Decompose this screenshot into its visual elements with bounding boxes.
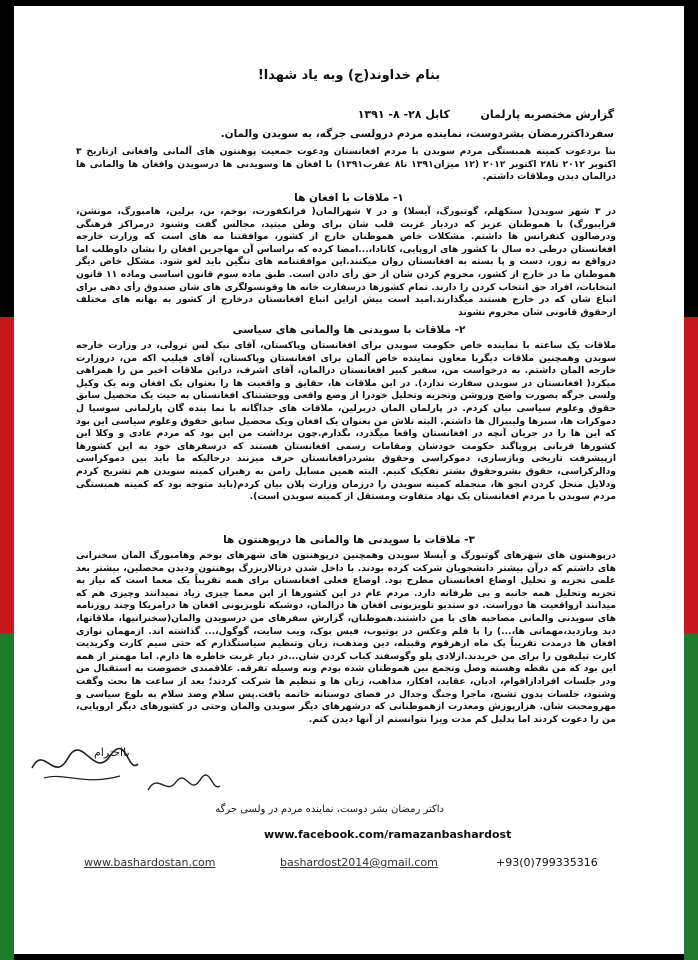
- facebook-link[interactable]: www.facebook.com/ramazanbashardost: [264, 828, 512, 841]
- signature-name: داکتر رمضان بشر دوست، نماینده مردم در ولسی جرگه: [215, 804, 444, 815]
- email-link[interactable]: bashardost2014@gmail.com: [280, 856, 438, 869]
- phone-number: +93(0)799335316: [496, 856, 598, 869]
- closing-text: بااحترام: [94, 746, 130, 759]
- signature-mark-left: [24, 734, 144, 794]
- intro-paragraph: بنا بردعوت کمیته همبستگی مردم سویدن با مردم افغانستان ودعوت جمعیت پوهنتون های آلمانی وافغانی ازتاریخ ۳ اکتوبر ۲۰۱۲ تا۲۸ اکتوبر ۲۰۱۲ (۱۲ میزان۱۳۹۱ تا۸ عقرب۱۳۹۱) با افغان ها وسویدنی ها درسویدن وافغان ها والمانی ها درالمان دیدن وملاقات داشتم.: [76, 146, 616, 183]
- letter-page: [14, 6, 684, 954]
- report-subtitle: سفرداکتررمضان بشردوست، نماینده مردم درولسی جرگه، به سویدن والمان.: [220, 128, 614, 140]
- report-title: گزارش مختصربه پارلمان: [480, 108, 614, 121]
- section-1-heading: ۱- ملاقات با افغان ها: [294, 192, 404, 204]
- website-link[interactable]: www.bashardostan.com: [84, 856, 216, 869]
- document-title: بنام خداوند(ج) وبه یاد شهدا!: [257, 68, 441, 83]
- report-header-row: [54, 108, 614, 121]
- section-3-text: درپوهنتون های شهرهای گوتبورگ و آیسلا سویدن وهمچنین درپوهنتون های شهرهای بوخم وهامبورگ المان سخنرانی های داشتم که درآن بیشتر دانشجویان شرکت کرده بودند. با داخل شدن درتالاربزرگ پوهنتون ودیدن محصلین، بیشتر بعد علمی تجزیه و تحلیل اوضاع افغانستان مطرح بود. اوضاع فعلی افغانستان برای همه تقریباً یک معما است که نیاز به تجزیه وتحلیل همه جانبه و بی طرفانه دارد. مردم عام در این کشورها از این معما چیزی زیاد نمیدانند وچیزی هم که میدانند ازواقعیت ها دوراست. دو ستدیو تلویزیونی افغان ها درالمان، دوشبکه تلویزیونی افغان ها درامریکا وچند روزنامه های سویدنی والمانی مصاحبه های با من داشتند.هموطنان، گزارش سفرهای من درسویدن والمان(سخنرانیها، ملاقاتها، دید وبازدید،مهمانی ها،...) را با فلم وعکس در یوتیوب، فیس بوک، ویب سایت، گوگول،... گذاشته اند. ازمهمان نوازی افغان ها درمدت تقریباً یک ماه ازهرقوم وقبیله، دین ومذهب، زبان وتنظیم سیاستگذارم که حتی سیم کارت وکریدیت کارت تیلیفون را برای من خریدند.ازلادی پلو وگوسفند کباب کردن شان...در دیار غربت خاطره ها دارم. اما مهمتر از همه این بود که من نقطه وهسته وصل وتجمع بین هموطنان شده بودم ونه وسیله تفرقه. علاقمندی خصوصت به استقبال من ودر جلسات افرادازاقوام، ادیان، عقاید، افکار، مذاهب، زبان ها و تنظیم ها شرکت کردند؛ بعد از ساعت ها بحث وگفت وشنود، جلسات بدون تشنج، ماجرا وجنگ وجدال در فضای دوستانه خاتمه یافت.پس سلام وصد سلام به بلوغ سیاسی و مهرومحبت شان. هزارپوزش ومعذرت ازهموطنانی که درشهرهای دیگر سویدن والمان وحتی در کشورهای دیگر اروپایی، من را دعوت کردند اما بدلیل کم مدت ویزا نتوانستم از آنها دیدن کنم.: [76, 550, 616, 725]
- signature-mark-right: [144, 766, 224, 806]
- section-1-text: در ۳ شهر سویدن( ستکهلم، گوتبورگ، آیسلا) و در ۷ شهرالمان( فرانکفورت، بوخم، بن، برلین، هامبورگ، مونشن، فرایبورگ) با هموطنان عزیز که دردیار غربت قلب شان برای وطن میتپد، مجالس گفت وشنود درمراکز فرهنگی ودرصالون کنفرانس ها داشتم. مشکلات خاص هموطنان خارج از کشور، موافقتنا مه های است که وزارت خارجه افغانستان درطی ده سال با کشور های اروپایی، کانادا،...امضا کرده که براساس آن مهاجرین افغان را بشان داوطلب اما درواقع به زور، دست و پا بسته به افغانستان روان میکنند.این موافقتنامه های ننگین باید لغو شود. مشکل خاص دیگر هموطنان ما در خارج از کشور، محروم کردن شان از حق رأی دادن است. طبق ماده سوم قانون اساسی وماده ۱۱ قانون انتخابات، افراد حق انتخاب کردن را دارند. تمام کشورها درسفارت خانه ها وقونسولگری های شان صندوق رأی دهی برای اتباع شان که در خارج هستند میگذارند.امید است بیش ازاین اتباع افغانستان درخارج از کشور به بهانه های مختلف ازحقوق قانونی شان محروم نشوند: [76, 206, 616, 318]
- flag-stripe-left: [0, 0, 14, 960]
- section-3-heading: ۳- ملاقات با سویدنی ها والمانی ها درپوهنتون ها: [223, 534, 475, 546]
- section-2-text: ملاقات یک ساعته با نماینده خاص حکومت سویدن برای افغانستان وپاکستان، آقای نیک لس ترولی، در وزارت خارجه سویدن وهمچنین ملاقات دیگربا معاون نماینده خاص آلمان برای افغانستان وپاکستان، آقای فیلیپ اکه من، دروزارت خارجه المان داشتم. به درخواست من، سفیر کبیر افغانستان درالمان، آقای اشرف، دراین ملاقات اخیر من را همراهی میکرد( افغانستان در سویدن سفارت ندارد). در این ملاقات ها، حقایق و واقعیت ها را بعنوان یک افغان ونه یک وکیل ولسی جرگه بصورت واضح وروشن وتجزیه وتحلیل خودرا از وضع واقعی ووحشتناک افغانستان به حیث یک محصیل سابق حقوق وعلوم سیاسی بیان کردم. در پارلمان المان دربرلین، ملاقات های جداگانه با نما ینده گان پارلمانی سوسیا ل دموکرات ها، سبزها ولیبیرال ها داشتم. البته تلاش من بعنوان یک افغان ویک محصیل سابق حقوق وعلوم سیاسی این بود که این ها را در جریان آنچه در افغانستان واقعا میگذرد، بگذارم.چون برداشت من این بود که مردم عادی و وکلا این کشورها قربانی پروپاگند حکومت خودشان ومقامات رسمی افغانستان هستند که درسفرهای خود به این کشورها ازپیشرفت تاریخی وبازسازی، دموکراسی وحقوق بشردرافغانستان حرف میزنند درحالیکه ما باید بین دموکراسی ودالرکراسی، حقوق بشروحقوق بشتر تفکیک کنیم. البته همین مسایل رامن به رهبران کمیته سویدن هم تشریح کردم ودلایل منحل کردن انجو ها، منجمله کمیته سویدن را درزمان وزارت پلان بیان کردم(باید متوجه بود که کمیته همبستگی مردم سویدن با مردم افغانستان یک نهاد متفاوت ومستقل از کمیته سویدن است).: [76, 340, 616, 503]
- report-date: کابل ۲۸- ۸- ۱۳۹۱: [357, 108, 450, 121]
- flag-stripe-right: [684, 0, 698, 960]
- section-2-heading: ۲- ملاقات با سویدنی ها والمانی های سیاسی: [232, 324, 466, 336]
